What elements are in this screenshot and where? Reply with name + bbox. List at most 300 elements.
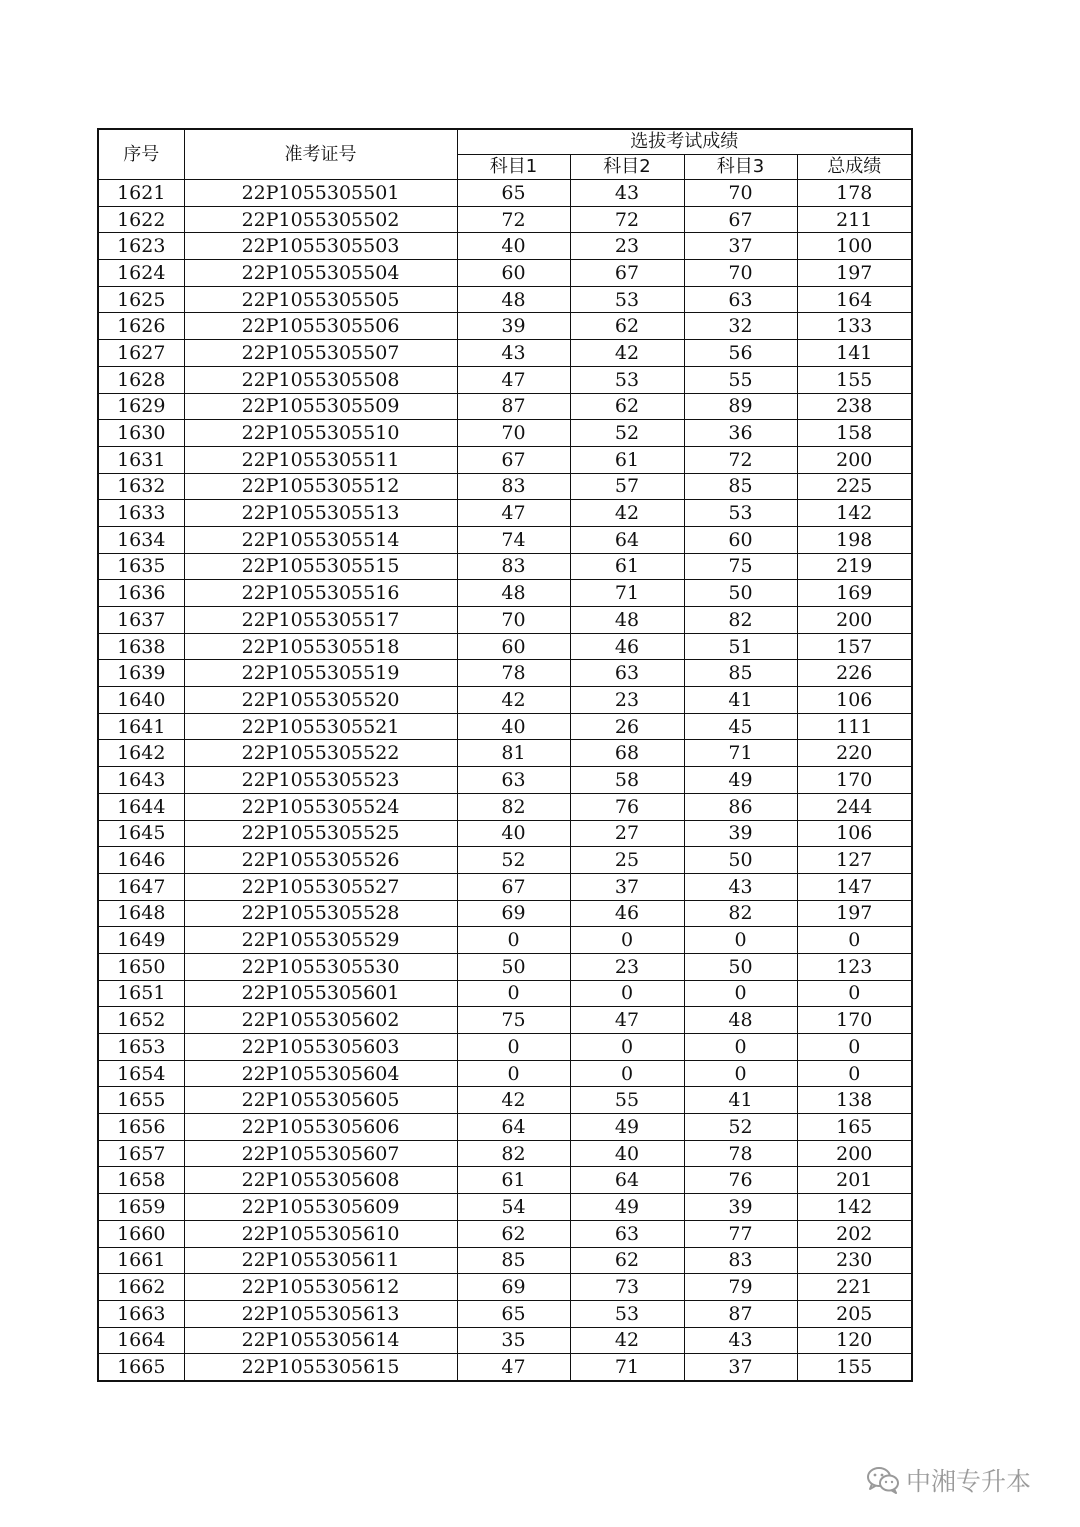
cell-total: 198 (797, 526, 912, 553)
header-subject1: 科目1 (457, 155, 570, 180)
cell-subject1: 47 (457, 366, 570, 393)
cell-exam-id: 22P1055305503 (184, 233, 457, 260)
cell-exam-id: 22P1055305608 (184, 1167, 457, 1194)
cell-subject3: 0 (684, 1060, 797, 1087)
table-row (98, 1114, 912, 1141)
cell-exam-id: 22P1055305526 (184, 847, 457, 874)
cell-seq: 1627 (98, 340, 184, 367)
cell-subject3: 37 (684, 1354, 797, 1381)
cell-subject1: 82 (457, 793, 570, 820)
cell-exam-id: 22P1055305502 (184, 206, 457, 233)
table-row (98, 660, 912, 687)
cell-exam-id: 22P1055305530 (184, 953, 457, 980)
cell-seq: 1646 (98, 847, 184, 874)
cell-seq: 1626 (98, 313, 184, 340)
cell-exam-id: 22P1055305520 (184, 687, 457, 714)
cell-exam-id: 22P1055305604 (184, 1060, 457, 1087)
cell-subject3: 43 (684, 873, 797, 900)
cell-subject1: 67 (457, 446, 570, 473)
cell-total: 138 (797, 1087, 912, 1114)
table-row (98, 1300, 912, 1327)
cell-total: 197 (797, 260, 912, 287)
table-row (98, 1354, 912, 1381)
cell-subject1: 83 (457, 553, 570, 580)
cell-seq: 1656 (98, 1114, 184, 1141)
cell-exam-id: 22P1055305602 (184, 1007, 457, 1034)
cell-subject1: 69 (457, 1274, 570, 1301)
cell-seq: 1629 (98, 393, 184, 420)
cell-subject3: 56 (684, 340, 797, 367)
cell-exam-id: 22P1055305523 (184, 767, 457, 794)
cell-exam-id: 22P1055305518 (184, 633, 457, 660)
scores-table (97, 128, 913, 1382)
cell-subject3: 0 (684, 927, 797, 954)
cell-subject1: 70 (457, 420, 570, 447)
cell-total: 123 (797, 953, 912, 980)
cell-subject3: 70 (684, 260, 797, 287)
cell-subject3: 67 (684, 206, 797, 233)
table-header (98, 129, 912, 180)
cell-total: 127 (797, 847, 912, 874)
table-row (98, 740, 912, 767)
cell-seq: 1644 (98, 793, 184, 820)
cell-subject3: 86 (684, 793, 797, 820)
table-row (98, 420, 912, 447)
cell-exam-id: 22P1055305527 (184, 873, 457, 900)
cell-seq: 1648 (98, 900, 184, 927)
cell-total: 211 (797, 206, 912, 233)
cell-subject1: 75 (457, 1007, 570, 1034)
cell-subject1: 40 (457, 713, 570, 740)
cell-subject1: 63 (457, 767, 570, 794)
cell-seq: 1655 (98, 1087, 184, 1114)
cell-subject2: 62 (570, 313, 684, 340)
cell-subject1: 81 (457, 740, 570, 767)
cell-total: 244 (797, 793, 912, 820)
cell-subject1: 47 (457, 1354, 570, 1381)
cell-subject3: 50 (684, 953, 797, 980)
cell-subject3: 76 (684, 1167, 797, 1194)
cell-total: 169 (797, 580, 912, 607)
table-row (98, 1327, 912, 1354)
cell-seq: 1639 (98, 660, 184, 687)
cell-seq: 1660 (98, 1220, 184, 1247)
cell-subject2: 48 (570, 607, 684, 634)
cell-exam-id: 22P1055305524 (184, 793, 457, 820)
cell-seq: 1650 (98, 953, 184, 980)
cell-total: 202 (797, 1220, 912, 1247)
table-row (98, 847, 912, 874)
cell-seq: 1625 (98, 286, 184, 313)
cell-subject2: 42 (570, 1327, 684, 1354)
cell-subject3: 82 (684, 607, 797, 634)
cell-exam-id: 22P1055305506 (184, 313, 457, 340)
cell-subject3: 0 (684, 1034, 797, 1061)
cell-exam-id: 22P1055305514 (184, 526, 457, 553)
cell-subject2: 23 (570, 687, 684, 714)
cell-subject2: 55 (570, 1087, 684, 1114)
cell-seq: 1632 (98, 473, 184, 500)
cell-subject2: 73 (570, 1274, 684, 1301)
cell-subject3: 32 (684, 313, 797, 340)
cell-subject3: 72 (684, 446, 797, 473)
cell-total: 147 (797, 873, 912, 900)
cell-subject3: 51 (684, 633, 797, 660)
table-row (98, 1060, 912, 1087)
cell-subject1: 65 (457, 1300, 570, 1327)
cell-total: 142 (797, 500, 912, 527)
cell-subject1: 82 (457, 1140, 570, 1167)
table-row (98, 633, 912, 660)
cell-subject3: 48 (684, 1007, 797, 1034)
cell-subject2: 37 (570, 873, 684, 900)
cell-seq: 1631 (98, 446, 184, 473)
cell-subject1: 52 (457, 847, 570, 874)
cell-subject3: 77 (684, 1220, 797, 1247)
cell-subject2: 0 (570, 1034, 684, 1061)
cell-total: 200 (797, 446, 912, 473)
cell-subject3: 82 (684, 900, 797, 927)
table-row (98, 953, 912, 980)
table-row (98, 260, 912, 287)
cell-subject2: 71 (570, 580, 684, 607)
cell-subject3: 39 (684, 820, 797, 847)
table-row (98, 580, 912, 607)
cell-subject2: 57 (570, 473, 684, 500)
header-subject2: 科目2 (570, 155, 684, 180)
cell-subject1: 83 (457, 473, 570, 500)
cell-seq: 1624 (98, 260, 184, 287)
cell-subject3: 41 (684, 1087, 797, 1114)
cell-subject3: 71 (684, 740, 797, 767)
cell-subject1: 0 (457, 1060, 570, 1087)
cell-subject3: 53 (684, 500, 797, 527)
cell-exam-id: 22P1055305508 (184, 366, 457, 393)
cell-seq: 1657 (98, 1140, 184, 1167)
cell-subject2: 62 (570, 393, 684, 420)
cell-seq: 1622 (98, 206, 184, 233)
cell-seq: 1654 (98, 1060, 184, 1087)
header-total: 总成绩 (797, 155, 912, 180)
cell-subject2: 0 (570, 927, 684, 954)
cell-seq: 1647 (98, 873, 184, 900)
cell-subject2: 71 (570, 1354, 684, 1381)
cell-exam-id: 22P1055305504 (184, 260, 457, 287)
table-row (98, 793, 912, 820)
cell-subject3: 83 (684, 1247, 797, 1274)
cell-total: 170 (797, 1007, 912, 1034)
cell-seq: 1633 (98, 500, 184, 527)
cell-subject1: 85 (457, 1247, 570, 1274)
cell-subject2: 64 (570, 526, 684, 553)
cell-subject2: 40 (570, 1140, 684, 1167)
table-row (98, 473, 912, 500)
cell-subject2: 46 (570, 900, 684, 927)
cell-subject3: 0 (684, 980, 797, 1007)
cell-subject2: 61 (570, 553, 684, 580)
cell-subject2: 53 (570, 286, 684, 313)
cell-seq: 1642 (98, 740, 184, 767)
cell-subject1: 0 (457, 1034, 570, 1061)
cell-subject1: 50 (457, 953, 570, 980)
cell-subject1: 48 (457, 286, 570, 313)
cell-total: 111 (797, 713, 912, 740)
cell-subject2: 63 (570, 1220, 684, 1247)
table-row (98, 180, 912, 207)
cell-exam-id: 22P1055305515 (184, 553, 457, 580)
cell-subject3: 70 (684, 180, 797, 207)
cell-exam-id: 22P1055305511 (184, 446, 457, 473)
cell-seq: 1658 (98, 1167, 184, 1194)
cell-seq: 1649 (98, 927, 184, 954)
cell-total: 0 (797, 1060, 912, 1087)
table-row (98, 1087, 912, 1114)
table-row (98, 873, 912, 900)
cell-subject2: 67 (570, 260, 684, 287)
cell-subject2: 43 (570, 180, 684, 207)
cell-subject1: 35 (457, 1327, 570, 1354)
cell-subject3: 78 (684, 1140, 797, 1167)
cell-exam-id: 22P1055305512 (184, 473, 457, 500)
table-row (98, 1220, 912, 1247)
cell-seq: 1652 (98, 1007, 184, 1034)
cell-subject1: 65 (457, 180, 570, 207)
cell-subject3: 39 (684, 1194, 797, 1221)
cell-subject2: 62 (570, 1247, 684, 1274)
cell-subject1: 69 (457, 900, 570, 927)
cell-subject2: 76 (570, 793, 684, 820)
cell-exam-id: 22P1055305505 (184, 286, 457, 313)
cell-subject1: 62 (457, 1220, 570, 1247)
cell-subject2: 49 (570, 1114, 684, 1141)
cell-exam-id: 22P1055305507 (184, 340, 457, 367)
cell-total: 155 (797, 366, 912, 393)
cell-subject1: 78 (457, 660, 570, 687)
table-row (98, 900, 912, 927)
cell-total: 219 (797, 553, 912, 580)
cell-exam-id: 22P1055305601 (184, 980, 457, 1007)
table-row (98, 1140, 912, 1167)
cell-subject3: 41 (684, 687, 797, 714)
table-row (98, 366, 912, 393)
table-row (98, 687, 912, 714)
table-row (98, 927, 912, 954)
cell-subject1: 0 (457, 927, 570, 954)
cell-total: 200 (797, 1140, 912, 1167)
cell-seq: 1662 (98, 1274, 184, 1301)
cell-subject2: 26 (570, 713, 684, 740)
table-row (98, 286, 912, 313)
cell-subject1: 60 (457, 633, 570, 660)
cell-total: 220 (797, 740, 912, 767)
cell-exam-id: 22P1055305528 (184, 900, 457, 927)
cell-total: 106 (797, 687, 912, 714)
cell-subject1: 43 (457, 340, 570, 367)
cell-subject2: 53 (570, 366, 684, 393)
cell-subject2: 47 (570, 1007, 684, 1034)
cell-subject2: 52 (570, 420, 684, 447)
cell-subject1: 0 (457, 980, 570, 1007)
wechat-icon (866, 1466, 900, 1494)
cell-seq: 1637 (98, 607, 184, 634)
cell-total: 221 (797, 1274, 912, 1301)
cell-subject3: 75 (684, 553, 797, 580)
cell-subject2: 27 (570, 820, 684, 847)
cell-total: 226 (797, 660, 912, 687)
table-row (98, 607, 912, 634)
cell-total: 0 (797, 980, 912, 1007)
table-row (98, 1247, 912, 1274)
cell-subject1: 87 (457, 393, 570, 420)
cell-subject1: 54 (457, 1194, 570, 1221)
cell-exam-id: 22P1055305615 (184, 1354, 457, 1381)
score-sheet (97, 128, 911, 1382)
cell-subject2: 23 (570, 233, 684, 260)
cell-total: 238 (797, 393, 912, 420)
cell-subject1: 42 (457, 687, 570, 714)
table-row (98, 206, 912, 233)
table-row (98, 767, 912, 794)
cell-seq: 1630 (98, 420, 184, 447)
table-row (98, 1034, 912, 1061)
cell-exam-id: 22P1055305612 (184, 1274, 457, 1301)
cell-subject3: 49 (684, 767, 797, 794)
cell-subject3: 50 (684, 847, 797, 874)
cell-exam-id: 22P1055305521 (184, 713, 457, 740)
cell-exam-id: 22P1055305603 (184, 1034, 457, 1061)
cell-total: 178 (797, 180, 912, 207)
cell-total: 157 (797, 633, 912, 660)
cell-subject1: 64 (457, 1114, 570, 1141)
cell-subject2: 25 (570, 847, 684, 874)
cell-total: 205 (797, 1300, 912, 1327)
cell-total: 165 (797, 1114, 912, 1141)
cell-subject2: 63 (570, 660, 684, 687)
cell-subject1: 48 (457, 580, 570, 607)
table-row (98, 713, 912, 740)
cell-subject3: 43 (684, 1327, 797, 1354)
cell-subject1: 39 (457, 313, 570, 340)
cell-subject1: 40 (457, 820, 570, 847)
table-row (98, 446, 912, 473)
table-row (98, 340, 912, 367)
cell-subject2: 0 (570, 1060, 684, 1087)
table-row (98, 526, 912, 553)
cell-subject3: 63 (684, 286, 797, 313)
cell-seq: 1661 (98, 1247, 184, 1274)
cell-exam-id: 22P1055305613 (184, 1300, 457, 1327)
cell-exam-id: 22P1055305513 (184, 500, 457, 527)
cell-subject3: 52 (684, 1114, 797, 1141)
cell-subject3: 37 (684, 233, 797, 260)
table-body (98, 180, 912, 1381)
cell-exam-id: 22P1055305510 (184, 420, 457, 447)
cell-subject1: 61 (457, 1167, 570, 1194)
cell-subject1: 70 (457, 607, 570, 634)
cell-seq: 1640 (98, 687, 184, 714)
cell-exam-id: 22P1055305607 (184, 1140, 457, 1167)
cell-subject1: 47 (457, 500, 570, 527)
cell-seq: 1641 (98, 713, 184, 740)
cell-exam-id: 22P1055305606 (184, 1114, 457, 1141)
cell-exam-id: 22P1055305519 (184, 660, 457, 687)
table-row (98, 1007, 912, 1034)
cell-total: 200 (797, 607, 912, 634)
cell-subject1: 72 (457, 206, 570, 233)
cell-exam-id: 22P1055305522 (184, 740, 457, 767)
cell-total: 164 (797, 286, 912, 313)
cell-subject3: 85 (684, 473, 797, 500)
cell-seq: 1635 (98, 553, 184, 580)
cell-total: 201 (797, 1167, 912, 1194)
cell-exam-id: 22P1055305516 (184, 580, 457, 607)
cell-subject2: 53 (570, 1300, 684, 1327)
table-row (98, 1167, 912, 1194)
cell-seq: 1659 (98, 1194, 184, 1221)
cell-subject3: 45 (684, 713, 797, 740)
cell-subject3: 50 (684, 580, 797, 607)
cell-total: 230 (797, 1247, 912, 1274)
cell-exam-id: 22P1055305529 (184, 927, 457, 954)
cell-seq: 1663 (98, 1300, 184, 1327)
cell-total: 158 (797, 420, 912, 447)
cell-exam-id: 22P1055305509 (184, 393, 457, 420)
cell-seq: 1645 (98, 820, 184, 847)
cell-total: 142 (797, 1194, 912, 1221)
cell-subject2: 42 (570, 500, 684, 527)
cell-total: 141 (797, 340, 912, 367)
cell-exam-id: 22P1055305610 (184, 1220, 457, 1247)
cell-subject1: 40 (457, 233, 570, 260)
table-row (98, 553, 912, 580)
cell-subject2: 58 (570, 767, 684, 794)
cell-exam-id: 22P1055305501 (184, 180, 457, 207)
cell-subject2: 68 (570, 740, 684, 767)
table-row (98, 500, 912, 527)
cell-total: 106 (797, 820, 912, 847)
table-row (98, 980, 912, 1007)
cell-seq: 1628 (98, 366, 184, 393)
table-row (98, 313, 912, 340)
header-exam-id: 准考证号 (184, 129, 457, 180)
cell-total: 120 (797, 1327, 912, 1354)
table-row (98, 393, 912, 420)
cell-seq: 1653 (98, 1034, 184, 1061)
cell-subject2: 23 (570, 953, 684, 980)
cell-subject3: 55 (684, 366, 797, 393)
cell-subject2: 72 (570, 206, 684, 233)
cell-subject2: 46 (570, 633, 684, 660)
table-row (98, 1274, 912, 1301)
table-row (98, 1194, 912, 1221)
table-row (98, 233, 912, 260)
cell-exam-id: 22P1055305517 (184, 607, 457, 634)
cell-subject2: 61 (570, 446, 684, 473)
header-subject3: 科目3 (684, 155, 797, 180)
cell-seq: 1621 (98, 180, 184, 207)
cell-seq: 1643 (98, 767, 184, 794)
cell-seq: 1634 (98, 526, 184, 553)
cell-subject2: 42 (570, 340, 684, 367)
cell-subject1: 67 (457, 873, 570, 900)
cell-exam-id: 22P1055305611 (184, 1247, 457, 1274)
cell-subject1: 60 (457, 260, 570, 287)
cell-subject3: 36 (684, 420, 797, 447)
cell-subject2: 64 (570, 1167, 684, 1194)
cell-subject1: 42 (457, 1087, 570, 1114)
cell-total: 0 (797, 927, 912, 954)
cell-subject2: 0 (570, 980, 684, 1007)
